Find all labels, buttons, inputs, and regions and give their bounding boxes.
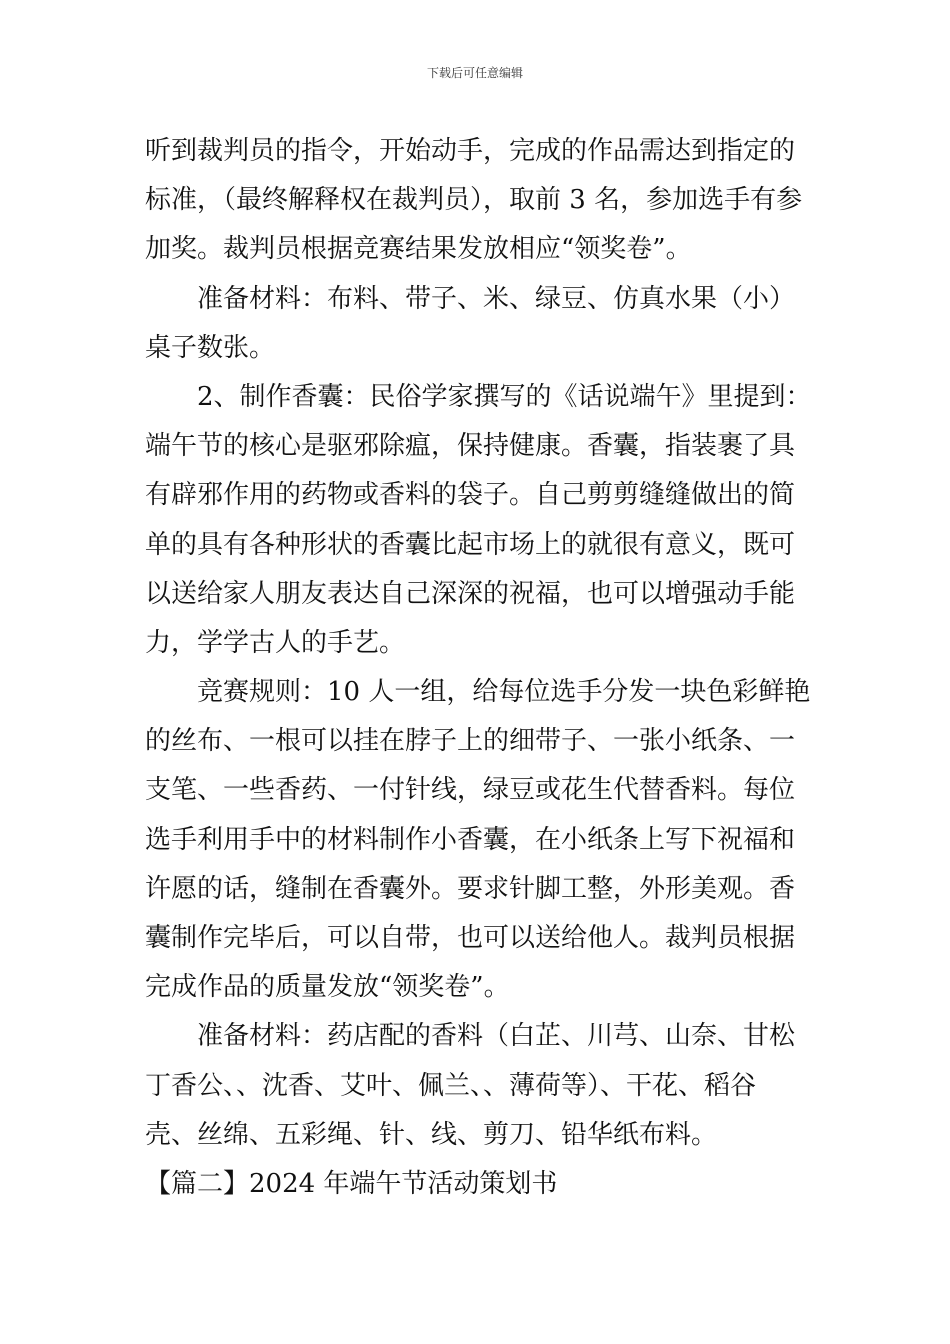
text-line: 有辟邪作用的药物或香料的袋子。自己剪剪缝缝做出的简 <box>145 480 796 511</box>
text-line: 丁香公、、沈香、艾叶、佩兰、、薄荷等）、干花、稻谷 <box>145 1070 757 1101</box>
text-line: 准备材料：布料、带子、米、绿豆、仿真水果（小） <box>197 283 796 314</box>
text-line: 以送给家人朋友表达自己深深的祝福，也可以增强动手能 <box>145 578 796 609</box>
text-line: 力，学学古人的手艺。 <box>145 627 406 658</box>
text-line: 许愿的话，缝制在香囊外。要求针脚工整，外形美观。香 <box>145 873 796 904</box>
text-line: 准备材料：药店配的香料（白芷、川芎、山奈、甘松 <box>197 1021 796 1052</box>
text-line: 的丝布、一根可以挂在脖子上的细带子、一张小纸条、一 <box>145 726 796 757</box>
text-line: 端午节的核心是驱邪除瘟，保持健康。香囊，指装裹了具 <box>145 431 796 462</box>
text-line: 囊制作完毕后，可以自带，也可以送给他人。裁判员根据 <box>145 923 796 953</box>
text-line: 单的具有各种形状的香囊比起市场上的就很有意义，既可 <box>145 529 796 560</box>
section-heading: 【篇二】2024 年端午节活动策划书 <box>145 1168 558 1199</box>
text-line: 竞赛规则：10 人一组，给每位选手分发一块色彩鲜艳 <box>197 677 811 708</box>
text-line: 选手利用手中的材料制作小香囊，在小纸条上写下祝福和 <box>145 824 796 855</box>
text-line: 加奖。裁判员根据竞赛结果发放相应“领奖卷”。 <box>145 234 692 265</box>
page-header: 下载后可任意编辑 <box>426 66 523 80</box>
text-line: 标准，（最终解释权在裁判员），取前 3 名，参加选手有参 <box>145 185 803 216</box>
text-line: 壳、丝绵、五彩绳、针、线、剪刀、铅华纸布料。 <box>145 1119 718 1150</box>
text-line: 听到裁判员的指令，开始动手，完成的作品需达到指定的 <box>145 136 796 166</box>
document-body <box>145 127 825 1209</box>
text-line: 支笔、一些香药、一付针线，绿豆或花生代替香料。每位 <box>145 775 796 806</box>
text-line: 桌子数张。 <box>145 332 276 363</box>
text-line: 2、制作香囊：民俗学家撰写的《话说端午》里提到： <box>197 381 812 412</box>
text-line: 完成作品的质量发放“领奖卷”。 <box>145 972 510 1003</box>
